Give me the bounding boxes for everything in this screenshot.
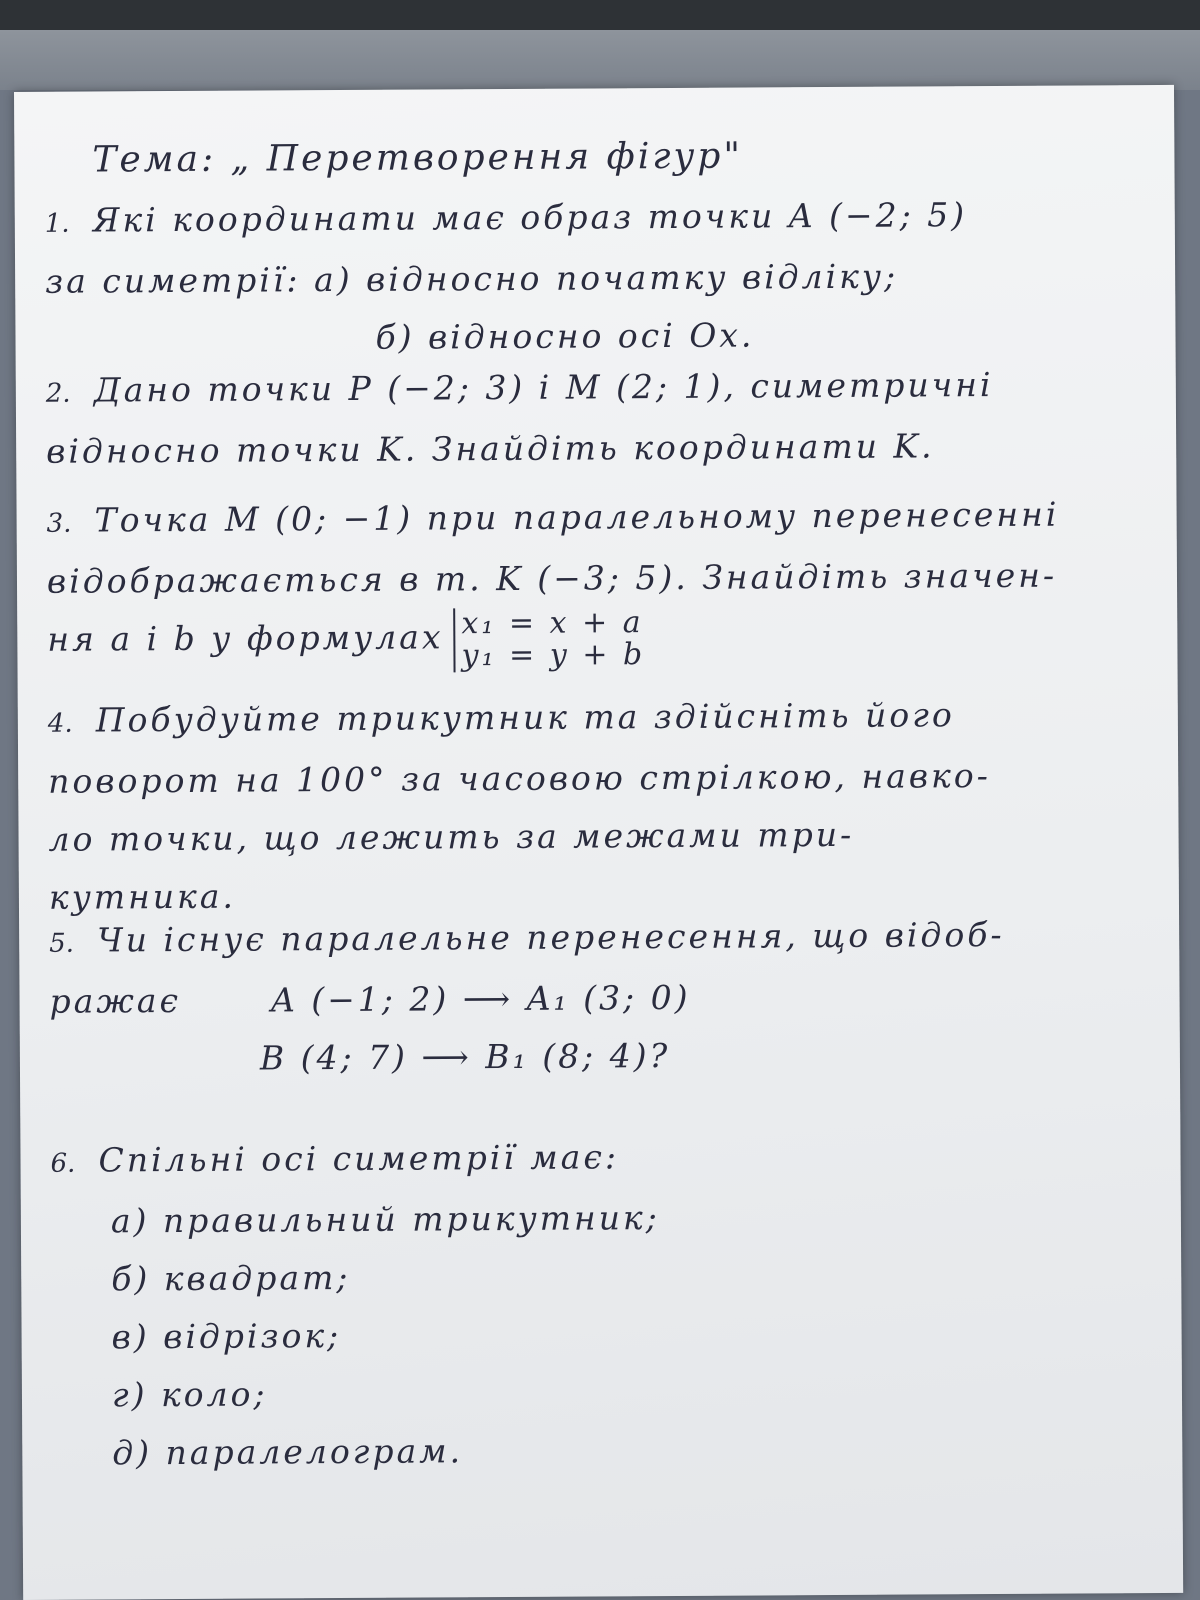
task-1	[45, 185, 1126, 369]
desk-background	[0, 0, 1200, 30]
task-4-line-1: 4. Побудуйте трикутник та здійсніть його	[48, 685, 1128, 753]
task-4-line-3: ло точки, що лежить за межами три-	[48, 814, 855, 859]
task-2-line-1: 2. Дано точки P (−2; 3) і M (2; 1), симетричні	[46, 355, 1126, 423]
task-4-line-4: кутника.	[48, 876, 237, 917]
task-number: 2.	[45, 378, 71, 409]
mapping-a: A (−1; 2) ⟶ A₁ (3; 0)	[270, 977, 691, 1020]
paper-sheet	[14, 85, 1183, 1600]
task-4-line-2: поворот на 100° за часовою стрілкою, навко-	[48, 756, 991, 801]
option-c: в) відрізок;	[111, 1316, 342, 1357]
task-3-line-2: відображається в т. K (−3; 5). Знайдіть значен-	[46, 555, 1058, 601]
task-5	[49, 905, 1130, 1089]
task-2	[46, 355, 1127, 481]
task-4	[48, 685, 1129, 927]
task-number: 3.	[46, 508, 72, 539]
task-number: 6.	[50, 1148, 76, 1179]
worksheet-title: Тема: „ Перетворення фігур"	[92, 135, 744, 181]
formula-y: y₁ = y + b	[461, 637, 646, 674]
task-2-line-2: відносно точки K. Знайдіть координати K.	[46, 426, 935, 471]
option-d: г) коло;	[111, 1374, 268, 1415]
task-number: 4.	[47, 708, 73, 739]
task-3-line-1: 3. Точка M (0; −1) при паралельному перенесенні	[46, 485, 1126, 553]
task-1-line-1: 1. Які координати має образ точки A (−2; 5)	[45, 185, 1125, 253]
option-b: б) квадрат;	[111, 1257, 351, 1299]
desk-surface	[0, 30, 1200, 90]
task-number: 1.	[44, 208, 70, 239]
task-6	[50, 1125, 1132, 1483]
formula-system	[453, 607, 645, 672]
option-a: а) правильний трикутник;	[110, 1198, 660, 1241]
task-5-line-1: 5. Чи існує паралельне перенесення, що відоб-	[49, 905, 1129, 973]
task-5-line-2: ражає A (−1; 2) ⟶ A₁ (3; 0)	[49, 977, 691, 1021]
task-3-line-3: ня a і b у формулах x₁ = x + a y₁ = y + b	[47, 605, 646, 674]
task-number: 5.	[49, 928, 75, 959]
task-1-line-2: за симетрії: а) відносно початку відліку;	[45, 256, 899, 301]
task-1-line-3: б) відносно осі Ox.	[375, 315, 755, 357]
task-3	[46, 485, 1127, 675]
option-e: д) паралелограм.	[112, 1431, 464, 1473]
formula-x: x₁ = x + a	[461, 605, 644, 642]
mapping-b: B (4; 7) ⟶ B₁ (8; 4)?	[259, 1036, 671, 1078]
task-6-line-1: 6. Спільні осі симетрії має:	[50, 1125, 1130, 1193]
